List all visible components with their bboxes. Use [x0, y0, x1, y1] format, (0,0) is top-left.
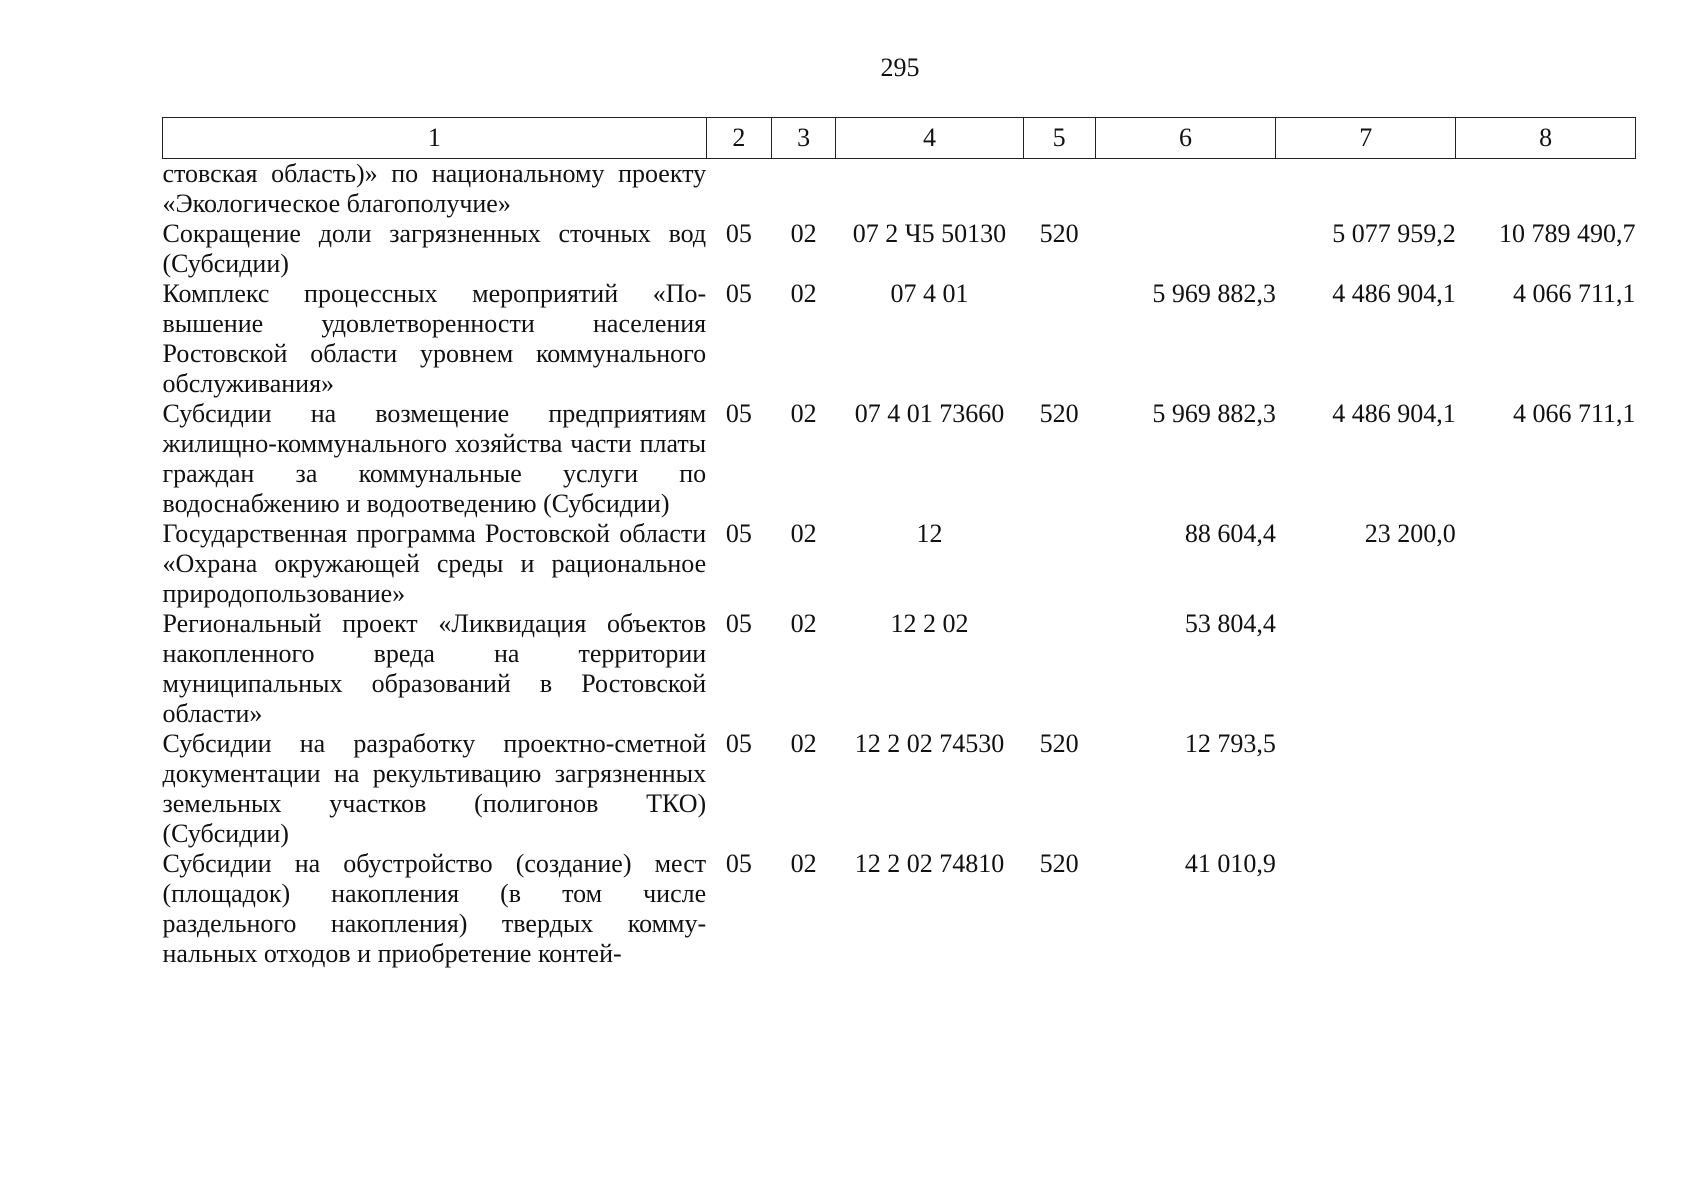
row-section: 05 — [725, 729, 752, 758]
row-target-code: 12 2 02 — [890, 609, 969, 638]
row-description: Субсидии на разработку проектно-сметной документации на рекультивацию загрязненных земельных участков (полигонов ТКО) (Субсидии) — [162, 729, 707, 848]
row-subsection: 02 — [790, 219, 817, 248]
column-header-6: 6 — [1095, 118, 1276, 159]
row-amount-col6: 5 969 882,3 — [1152, 399, 1276, 428]
row-subsection: 02 — [790, 729, 817, 758]
row-target-code: 07 2 Ч5 50130 — [852, 219, 1007, 248]
row-description: Сокращение доли загрязненных сточных вод (Субсидии) — [162, 219, 707, 278]
column-header-8: 8 — [1456, 118, 1636, 159]
row-description: Субсидии на обустройство (создание) мест (площадок) накопления (в том числе раздельного накопления) твердых коммунальных отходов и приобретение контей- — [162, 849, 707, 968]
column-header-1: 1 — [163, 118, 707, 159]
table-row — [163, 729, 1636, 849]
row-subsection — [772, 159, 836, 220]
row-amount-col8 — [1456, 159, 1636, 220]
row-target-code: 12 — [916, 519, 943, 548]
row-amount-col6 — [1095, 219, 1276, 279]
row-expense-type — [1023, 279, 1095, 399]
row-amount-col7: 23 200,0 — [1364, 519, 1456, 548]
row-amount-col6: 12 793,5 — [1184, 729, 1276, 758]
row-target-code: 07 4 01 73660 — [854, 399, 1005, 428]
row-target-code: 12 2 02 74530 — [854, 729, 1005, 758]
row-target-code: 07 4 01 — [890, 279, 969, 308]
row-section: 05 — [725, 519, 752, 548]
row-target-code — [836, 159, 1023, 220]
row-amount-col7 — [1276, 609, 1456, 729]
row-description: Региональный проект «Ликвидация объектов накопленного вреда на территории муниципальных образований в Ростовской области» — [162, 609, 707, 728]
row-amount-col7 — [1276, 159, 1456, 220]
row-description: Субсидии на возмещение предприятиям жилищно-коммунального хозяйства части платы граждан за коммунальные услуги по водоснабжению и водоотведению (Субсидии) — [162, 399, 707, 518]
row-expense-type: 520 — [1039, 219, 1079, 248]
row-description: стовская область)» по национальному проекту «Экологическое благополучие» — [162, 159, 707, 218]
row-amount-col8: 4 066 711,1 — [1512, 399, 1636, 428]
column-header-3: 3 — [772, 118, 836, 159]
row-section: 05 — [725, 279, 752, 308]
row-amount-col8 — [1456, 729, 1636, 849]
row-amount-col7: 5 077 959,2 — [1332, 219, 1456, 248]
column-header-2: 2 — [706, 118, 771, 159]
row-section: 05 — [725, 399, 752, 428]
row-subsection: 02 — [790, 519, 817, 548]
table-row — [163, 849, 1636, 969]
row-amount-col8: 4 066 711,1 — [1512, 279, 1636, 308]
row-subsection: 02 — [790, 609, 817, 638]
row-expense-type — [1023, 609, 1095, 729]
row-amount-col6 — [1095, 159, 1276, 220]
row-expense-type — [1023, 159, 1095, 220]
row-section: 05 — [725, 609, 752, 638]
column-header-5: 5 — [1023, 118, 1095, 159]
row-expense-type: 520 — [1039, 849, 1079, 878]
row-description: Государственная программа Ростовской области «Охрана окружающей среды и рациональное природопользование» — [162, 519, 707, 608]
row-amount-col6: 53 804,4 — [1184, 609, 1276, 638]
row-subsection: 02 — [790, 849, 817, 878]
row-target-code: 12 2 02 74810 — [854, 849, 1005, 878]
page-number: 295 — [880, 53, 920, 82]
row-amount-col8: 10 789 490,7 — [1499, 219, 1636, 248]
row-subsection: 02 — [790, 279, 817, 308]
row-amount-col8 — [1456, 519, 1636, 609]
column-number-row — [163, 118, 1636, 159]
row-amount-col6: 5 969 882,3 — [1152, 279, 1276, 308]
row-section — [706, 159, 771, 220]
column-header-7: 7 — [1276, 118, 1456, 159]
row-expense-type: 520 — [1039, 729, 1079, 758]
table-row — [163, 159, 1636, 220]
row-amount-col7: 4 486 904,1 — [1332, 399, 1456, 428]
row-section: 05 — [725, 849, 752, 878]
table-row — [163, 399, 1636, 519]
row-expense-type: 520 — [1039, 399, 1079, 428]
row-section: 05 — [725, 219, 752, 248]
row-amount-col6: 88 604,4 — [1184, 519, 1276, 548]
row-amount-col6: 41 010,9 — [1184, 849, 1276, 878]
column-header-4: 4 — [836, 118, 1023, 159]
row-amount-col8 — [1456, 609, 1636, 729]
table-row — [163, 279, 1636, 399]
budget-table — [162, 117, 1636, 969]
row-amount-col7 — [1276, 849, 1456, 969]
table-row — [163, 609, 1636, 729]
table-row — [163, 219, 1636, 279]
row-amount-col8 — [1456, 849, 1636, 969]
row-description: Комплекс процессных мероприятий «Повышение удовлетворенности населения Ростовской области уровнем коммунального обслуживания» — [162, 279, 707, 398]
row-amount-col7: 4 486 904,1 — [1332, 279, 1456, 308]
row-amount-col7 — [1276, 729, 1456, 849]
row-subsection: 02 — [790, 399, 817, 428]
row-expense-type — [1023, 519, 1095, 609]
table-row — [163, 519, 1636, 609]
